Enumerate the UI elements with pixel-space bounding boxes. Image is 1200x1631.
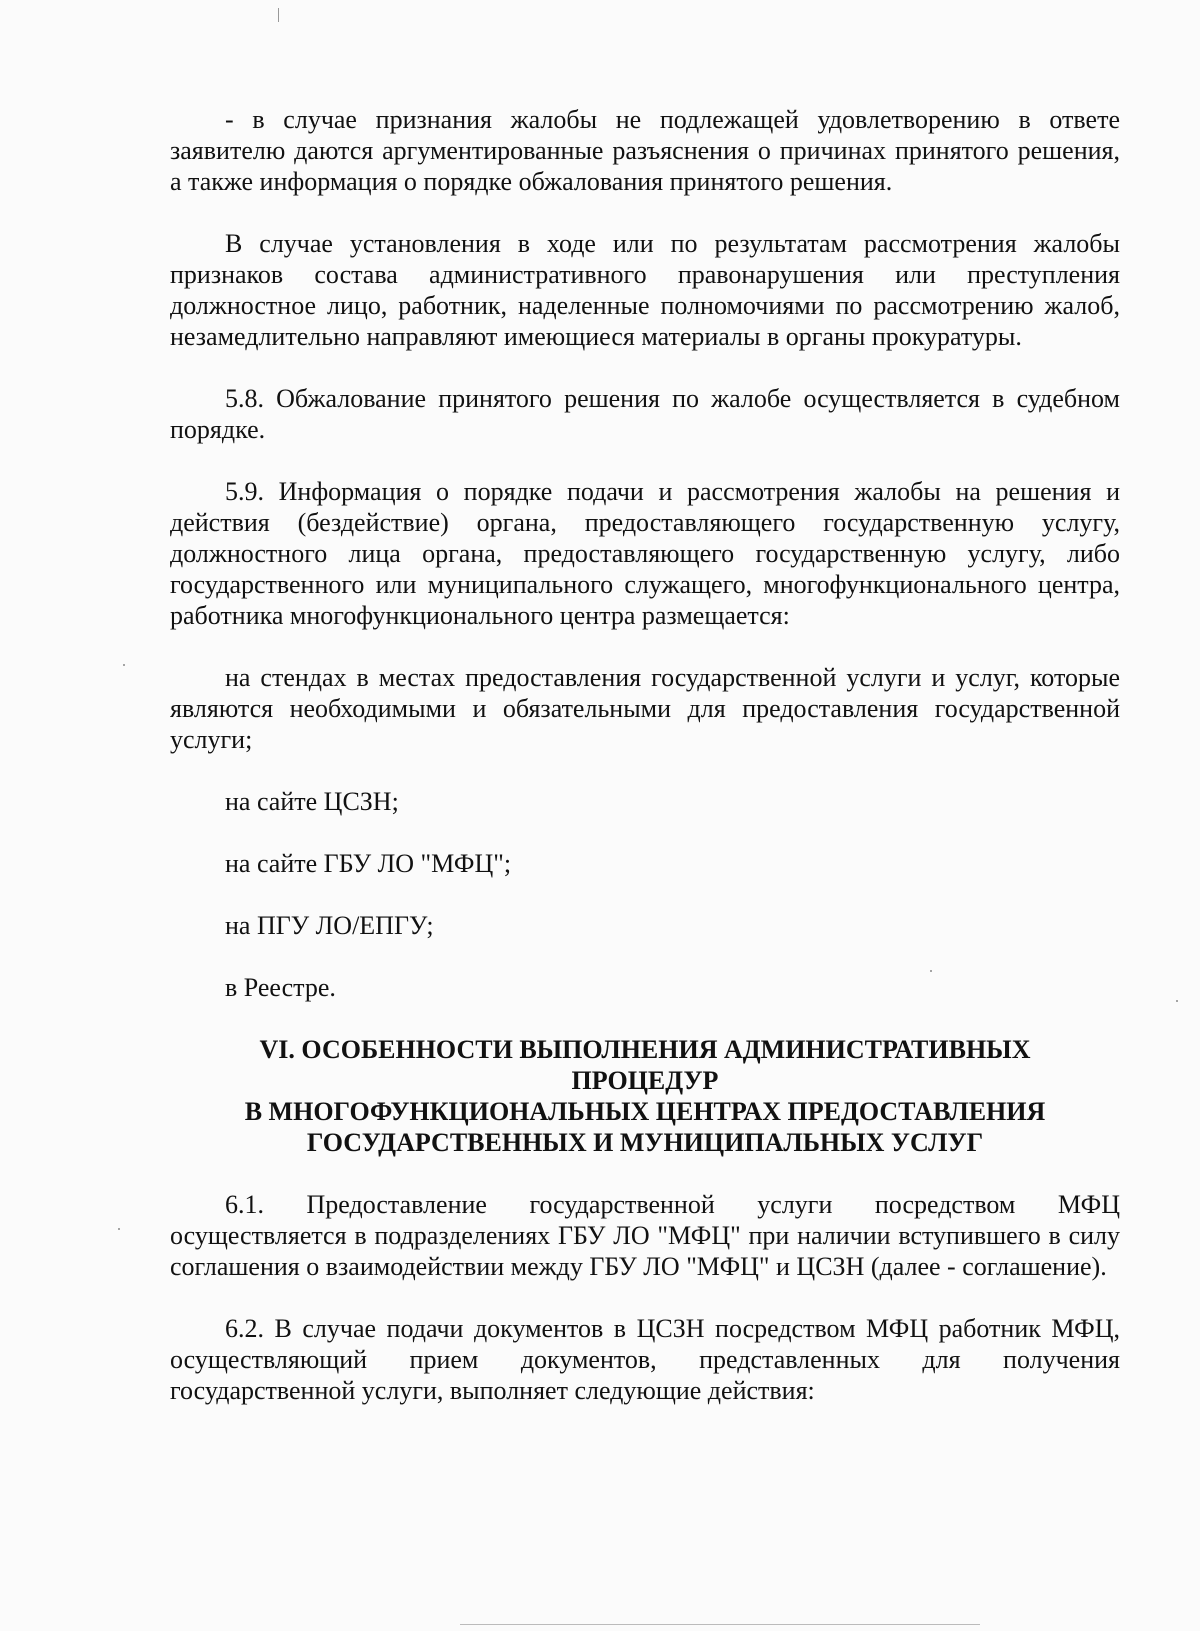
paragraph-6-1: 6.1. Предоставление государственной услуги посредством МФЦ осуществляется в подразделениях ГБУ ЛО "МФЦ" при наличии вступившего в силу соглашения о взаимодействии между ГБУ ЛО "МФЦ" и ЦСЗН (далее - соглашение). bbox=[170, 1190, 1120, 1281]
list-item: на сайте ЦСЗН; bbox=[225, 787, 399, 816]
section-heading-line: ПРОЦЕДУР bbox=[571, 1066, 719, 1095]
scan-edge-line-top bbox=[278, 8, 279, 22]
section-heading-line: VI. ОСОБЕННОСТИ ВЫПОЛНЕНИЯ АДМИНИСТРАТИВНЫХ bbox=[259, 1035, 1031, 1064]
paragraph-5-8: 5.8. Обжалование принятого решения по жалобе осуществляется в судебном порядке. bbox=[170, 384, 1120, 444]
scan-edge-line-bottom bbox=[460, 1624, 980, 1625]
paragraph-6-2: 6.2. В случае подачи документов в ЦСЗН посредством МФЦ работник МФЦ, осуществляющий прием документов, представленных для получения государственной услуги, выполняет следующие действия: bbox=[170, 1314, 1120, 1405]
scan-speck bbox=[123, 664, 125, 666]
document-body bbox=[170, 104, 1120, 1437]
paragraph-stands: на стендах в местах предоставления государственной услуги и услуг, которые являются необходимыми и обязательными для предоставления государственной услуги; bbox=[170, 663, 1120, 754]
paragraph-5-9: 5.9. Информация о порядке подачи и рассмотрения жалобы на решения и действия (бездействие) органа, предоставляющего государственную услугу, должностного лица органа, предоставляющего государственную услугу, либо государственного или муниципального служащего, многофункционального центра, работника многофункционального центра размещается: bbox=[170, 477, 1120, 630]
scan-speck bbox=[1176, 1000, 1178, 1002]
list-item: на ПГУ ЛО/ЕПГУ; bbox=[225, 911, 434, 940]
section-heading-line: В МНОГОФУНКЦИОНАЛЬНЫХ ЦЕНТРАХ ПРЕДОСТАВЛЕНИЯ bbox=[244, 1097, 1046, 1126]
paragraph-violation-signs: В случае установления в ходе или по результатам рассмотрения жалобы признаков состава административного правонарушения или преступления должностное лицо, работник, наделенные полномочиями по рассмотрению жалоб, незамедлительно направляют имеющиеся материалы в органы прокуратуры. bbox=[170, 229, 1120, 351]
section-heading bbox=[170, 1034, 1120, 1158]
section-heading-line: ГОСУДАРСТВЕННЫХ И МУНИЦИПАЛЬНЫХ УСЛУГ bbox=[306, 1128, 984, 1157]
paragraph-complaint-rejection: - в случае признания жалобы не подлежащей удовлетворению в ответе заявителю даются аргументированные разъяснения о причинах принятого решения, а также информация о порядке обжалования принятого решения. bbox=[170, 105, 1120, 196]
scan-speck bbox=[118, 1228, 120, 1230]
list-item: на сайте ГБУ ЛО "МФЦ"; bbox=[225, 849, 512, 878]
list-item: в Реестре. bbox=[225, 973, 336, 1002]
